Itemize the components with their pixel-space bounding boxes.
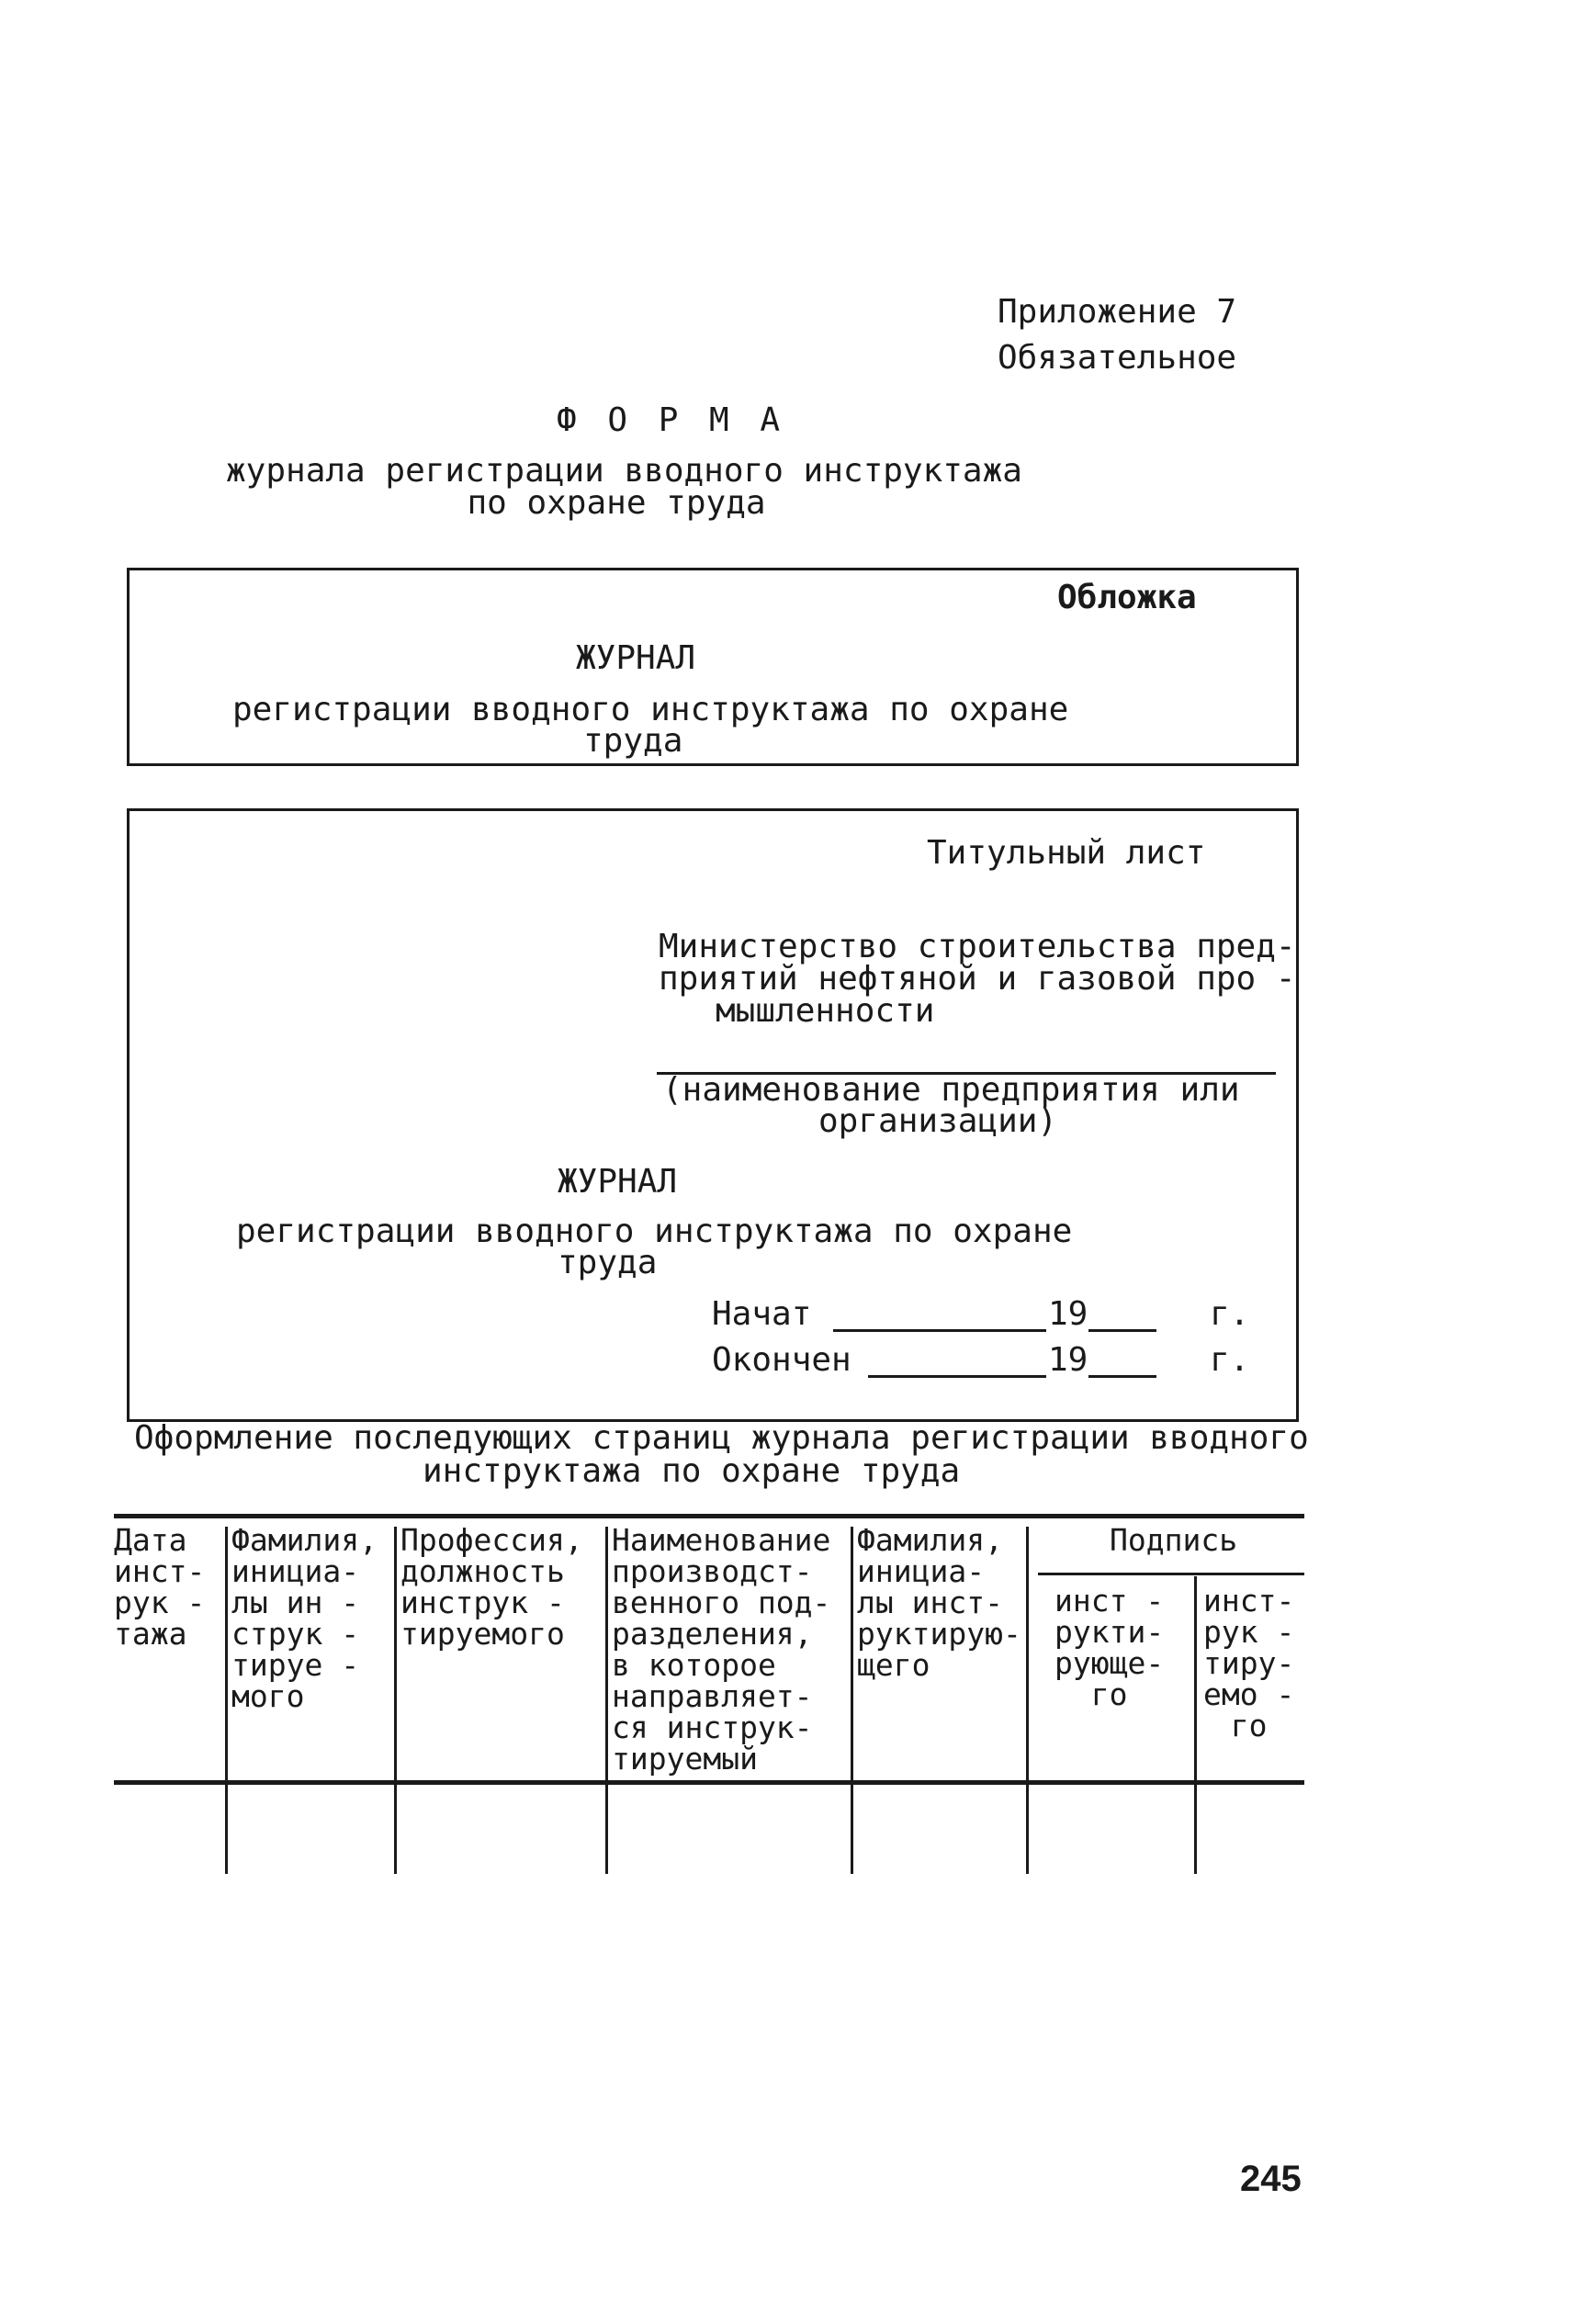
column-divider — [225, 1527, 228, 1874]
page-number: 245 — [1240, 2159, 1302, 2199]
cover-description-line1: регистрации вводного инструктажа по охране — [232, 691, 1069, 728]
started-label: Начат — [712, 1295, 812, 1333]
ended-label: Окончен — [712, 1341, 851, 1379]
ended-year-suffix: г. — [1210, 1341, 1250, 1379]
title-page-label: Титульный лист — [927, 834, 1206, 872]
organization-caption-line2: организации) — [818, 1102, 1058, 1140]
header-signature: Подпись — [1110, 1522, 1238, 1558]
table-top-border — [114, 1514, 1304, 1518]
header-date: Дата инст- рук - тажа — [114, 1522, 206, 1652]
title-page-description-line1: регистрации вводного инструктажа по охране — [236, 1213, 1073, 1250]
started-year-prefix: 19 — [1048, 1295, 1088, 1333]
header-department: Наименование производст- венного под- разделения, в которое направляет- ся инструк- тируемый — [612, 1522, 831, 1777]
header-signature-instructor: инст - рукти- рующе- го — [1054, 1583, 1165, 1712]
ministry-line1: Министерство строительства пред- — [659, 928, 1296, 965]
signature-divider — [1038, 1573, 1304, 1575]
ministry-line2: приятий нефтяной и газовой про - — [659, 960, 1296, 998]
form-subtitle-line1: журнала регистрации вводного инструктажа — [226, 452, 1022, 490]
title-page-description-line2: труда — [558, 1244, 658, 1281]
column-divider — [394, 1527, 397, 1874]
started-year-suffix: г. — [1210, 1295, 1250, 1333]
form-title: Ф О Р М А — [557, 401, 786, 439]
ended-year-prefix: 19 — [1048, 1341, 1088, 1379]
header-instructor-name: Фамилия, инициа- лы инст- руктирую- щего — [857, 1522, 1021, 1683]
appendix-number: Приложение 7 — [998, 293, 1237, 331]
column-divider — [605, 1527, 608, 1874]
table-header-bottom-border — [114, 1780, 1304, 1785]
appendix-status: Обязательное — [998, 339, 1237, 377]
header-trainee-name: Фамилия, инициа- лы ин - струк - тируе - мого — [231, 1522, 378, 1714]
column-divider — [851, 1527, 853, 1874]
title-page-journal-title: ЖУРНАЛ — [558, 1163, 678, 1201]
organization-caption-line1: (наименование предприятия или — [662, 1071, 1240, 1109]
cover-journal-title: ЖУРНАЛ — [576, 639, 696, 677]
pages-caption-line1: Оформление последующих страниц журнала регистрации вводного — [134, 1419, 1309, 1457]
column-divider — [1194, 1576, 1197, 1874]
cover-label: Обложка — [1057, 579, 1197, 616]
header-signature-trainee: инст- рук - тиру- емо - го — [1203, 1583, 1295, 1743]
ministry-line3: мышленности — [716, 992, 935, 1030]
header-trainee-profession: Профессия, должность инструк - тируемого — [400, 1522, 583, 1652]
column-divider — [1026, 1527, 1029, 1874]
pages-caption-line2: инструктажа по охране труда — [423, 1452, 961, 1490]
cover-description-line2: труда — [583, 722, 683, 760]
form-subtitle-line2: по охране труда — [467, 484, 766, 522]
